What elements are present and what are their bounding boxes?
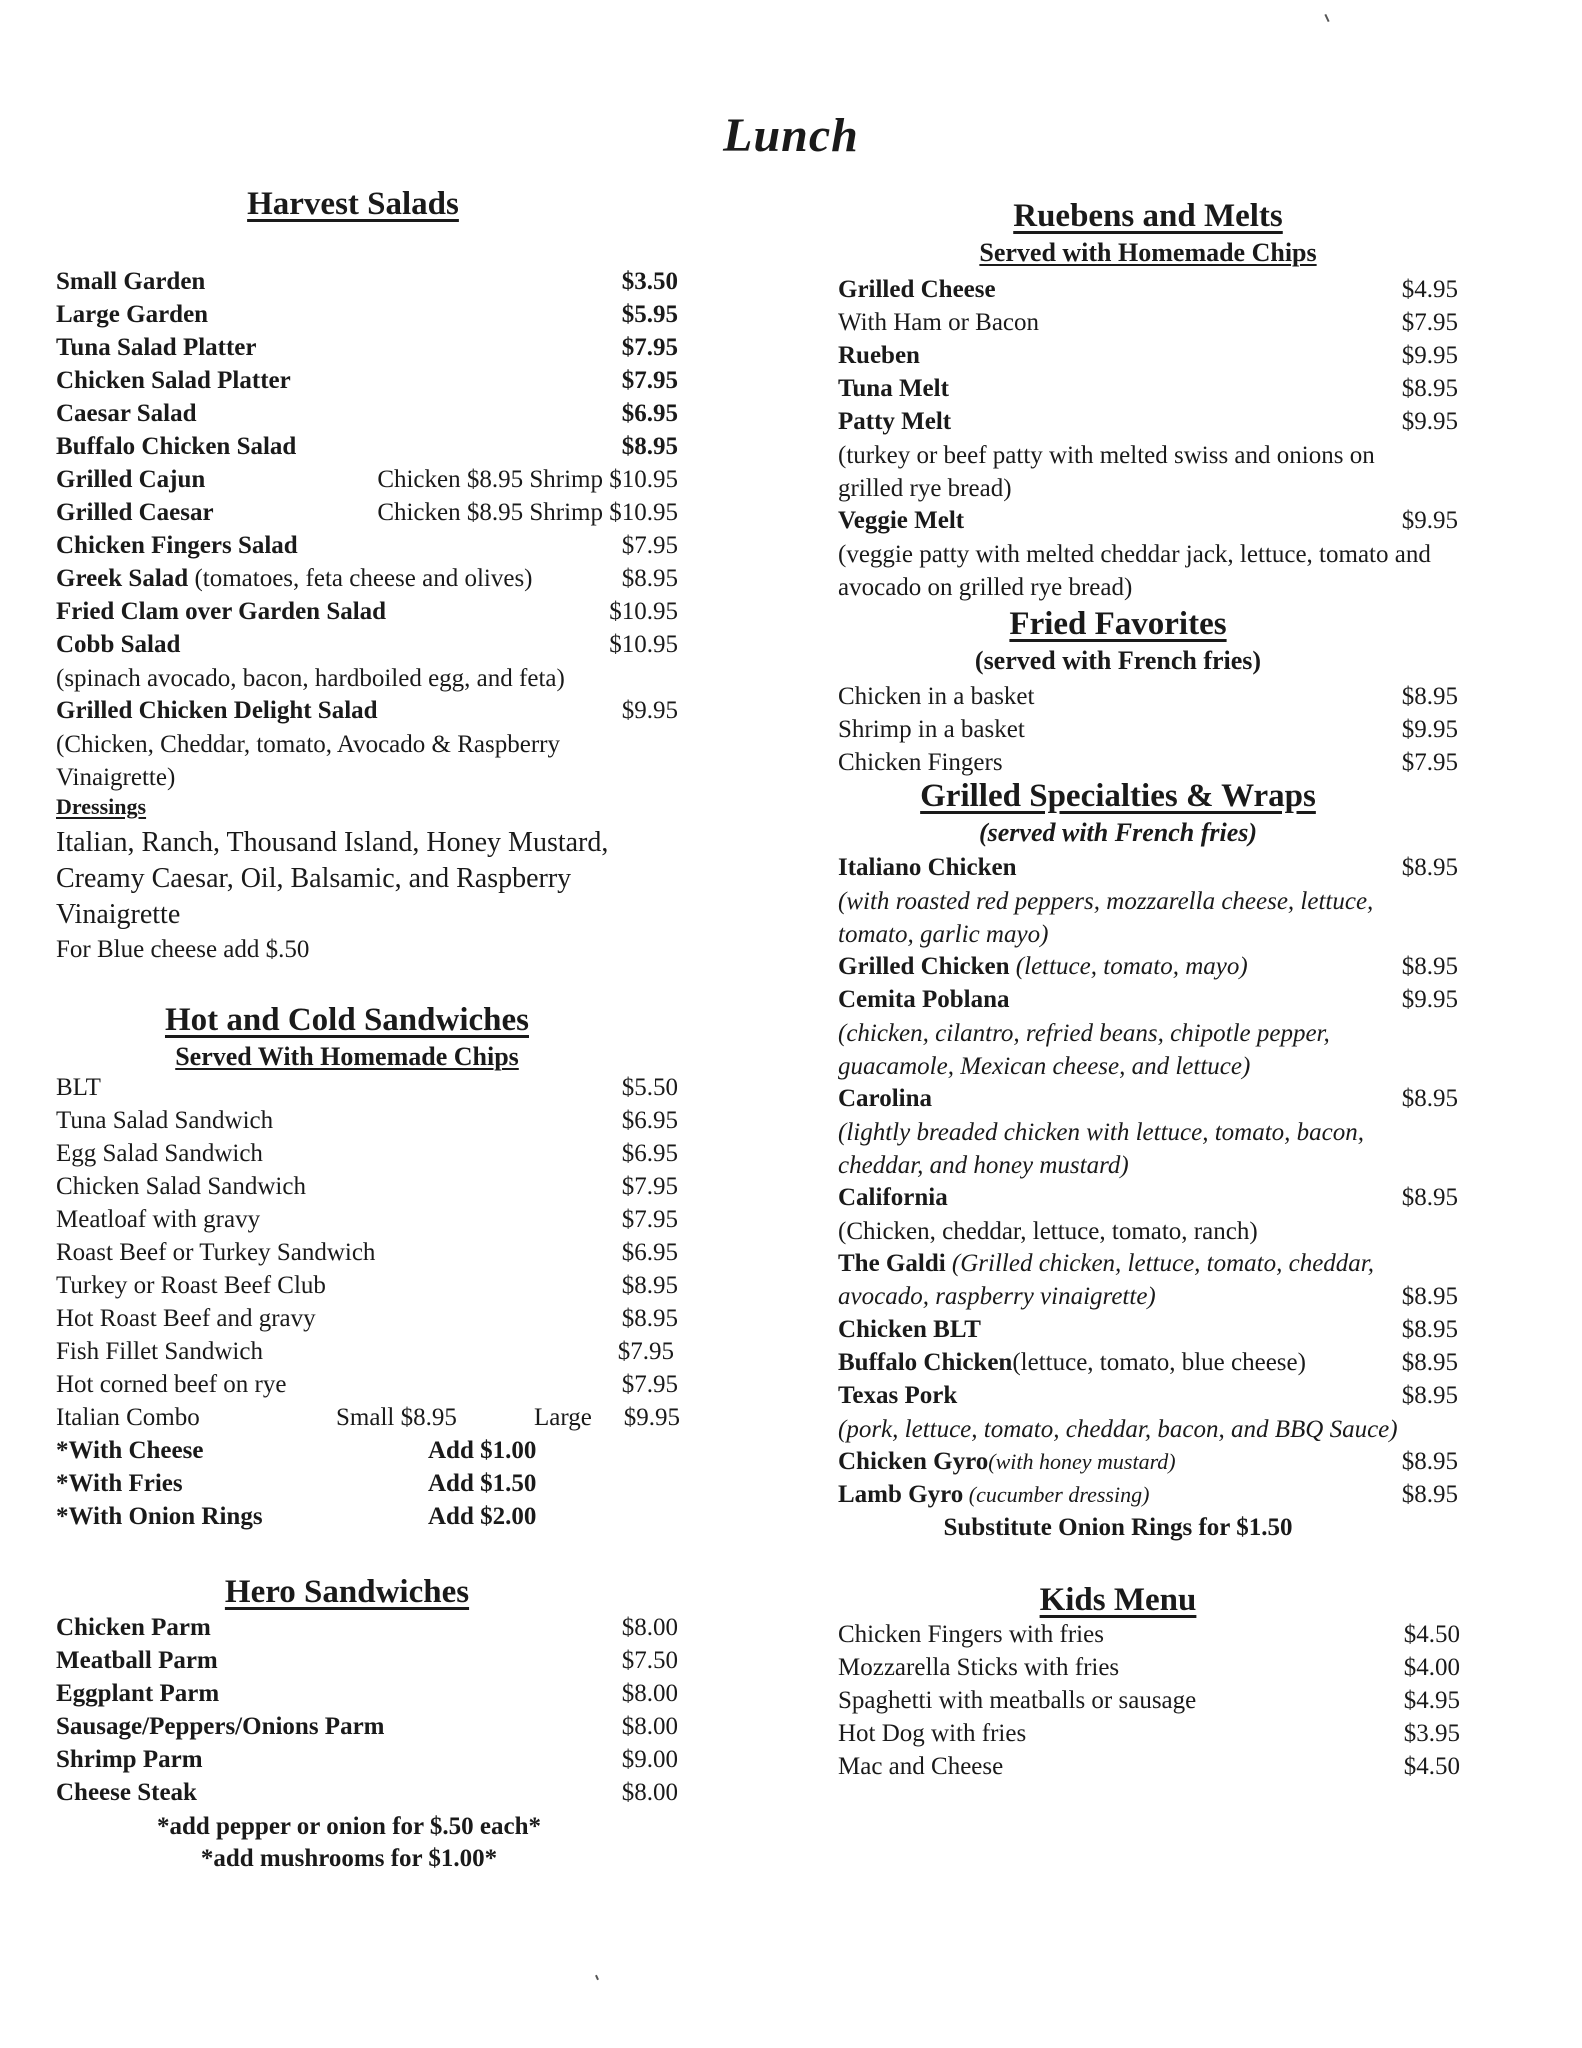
menu-item (56, 1171, 678, 1203)
item-description: (chicken, cilantro, refried beans, chipotle pepper, (838, 1020, 1330, 1047)
item-price: $9.95 (1401, 507, 1458, 534)
item-name: Mozzarella Sticks with fries (838, 1654, 1120, 1681)
item-description: (Chicken, Cheddar, tomato, Avocado & Raspberry (56, 731, 560, 758)
addon-item (56, 1435, 678, 1467)
item-name: Shrimp in a basket (838, 716, 1025, 743)
item-price: $6.95 (621, 400, 678, 427)
item-name: Veggie Melt (838, 507, 965, 534)
item-price: $7.95 (1401, 749, 1458, 776)
item-price: $4.00 (1403, 1654, 1460, 1681)
item-name: Tuna Salad Platter (56, 334, 257, 361)
item-price: $8.00 (621, 1614, 678, 1641)
item-description: avocado, raspberry vinaigrette) (838, 1283, 1156, 1310)
menu-item-galdi (838, 1248, 1458, 1280)
item-price: $8.95 (1401, 375, 1458, 402)
item-description: (with roasted red peppers, mozzarella cheese, lettuce, (838, 888, 1374, 915)
item-price: $8.00 (621, 1680, 678, 1707)
menu-item (56, 299, 678, 331)
item-name: Grilled Chicken (838, 953, 1010, 980)
item-name: Fish Fillet Sandwich (56, 1338, 263, 1365)
menu-item (56, 1072, 678, 1104)
item-name: Chicken Salad Platter (56, 367, 291, 394)
item-price-large: $9.95 (623, 1404, 680, 1431)
item-name: BLT (56, 1074, 101, 1101)
menu-item (838, 1479, 1458, 1511)
item-price: $8.00 (621, 1779, 678, 1806)
menu-item (838, 714, 1458, 746)
item-name: Chicken Fingers (838, 749, 1003, 776)
menu-item (838, 274, 1458, 306)
item-description: cheddar, and honey mustard) (838, 1152, 1129, 1179)
item-description: (lettuce, tomato, blue cheese) (1012, 1349, 1306, 1376)
item-description: (with honey mustard) (988, 1449, 1176, 1474)
item-price: $7.95 (617, 1338, 674, 1365)
item-description: (tomatoes, feta cheese and olives) (188, 565, 533, 592)
item-price: $7.95 (621, 367, 678, 394)
item-price: $8.95 (621, 565, 678, 592)
addon-item (56, 1501, 678, 1533)
item-name: Hot Roast Beef and gravy (56, 1305, 316, 1332)
addon-item (56, 1468, 678, 1500)
item-name: Italiano Chicken (838, 854, 1017, 881)
item-price: $7.50 (621, 1647, 678, 1674)
item-name: Grilled Cajun (56, 466, 206, 493)
menu-item (56, 1138, 678, 1170)
menu-item (838, 1083, 1458, 1115)
menu-item (56, 332, 678, 364)
page-title: Lunch (723, 109, 859, 162)
menu-item (838, 1182, 1458, 1214)
item-price: $9.95 (1401, 986, 1458, 1013)
item-price: $7.95 (621, 532, 678, 559)
addon-price: Add $2.00 (428, 1503, 537, 1530)
dressings-list: Vinaigrette (56, 899, 181, 930)
item-price: $5.50 (621, 1074, 678, 1101)
item-price: $7.95 (621, 334, 678, 361)
item-price: $8.00 (621, 1713, 678, 1740)
menu-item (56, 1777, 678, 1809)
item-name: Carolina (838, 1085, 932, 1112)
item-price-small: Small $8.95 (336, 1404, 457, 1431)
addon-name: *With Fries (56, 1470, 183, 1497)
menu-item (838, 747, 1458, 779)
item-description: (Grilled chicken, lettuce, tomato, cheddar, (945, 1250, 1375, 1277)
section-heading: Hot and Cold Sandwiches (164, 1002, 529, 1038)
item-price-options: Chicken $8.95 Shrimp $10.95 (377, 499, 678, 526)
item-name: Buffalo Chicken (838, 1349, 1013, 1376)
menu-item (838, 951, 1458, 983)
item-description: (Chicken, cheddar, lettuce, tomato, ranch) (838, 1218, 1258, 1245)
menu-item (838, 340, 1458, 372)
left-column (56, 0, 678, 2048)
item-description: Vinaigrette) (56, 764, 176, 791)
item-name: Italian Combo (56, 1404, 200, 1431)
menu-item (56, 398, 678, 430)
item-price: $6.95 (621, 1140, 678, 1167)
right-column (838, 0, 1518, 2048)
item-name: Cheese Steak (56, 1779, 197, 1806)
item-price: $5.95 (621, 301, 678, 328)
item-price: $8.95 (1401, 1448, 1458, 1475)
item-name: Egg Salad Sandwich (56, 1140, 263, 1167)
item-price: $8.95 (1401, 953, 1458, 980)
section-subheading: Served With Homemade Chips (175, 1042, 519, 1071)
menu-item (56, 1303, 678, 1335)
item-price: $8.95 (1401, 1283, 1458, 1310)
menu-item (838, 1347, 1458, 1379)
menu-item (838, 1314, 1458, 1346)
menu-item (838, 681, 1458, 713)
item-name: Buffalo Chicken Salad (56, 433, 297, 460)
hero-note: *add pepper or onion for $.50 each* (156, 1813, 542, 1840)
item-name: Hot corned beef on rye (56, 1371, 287, 1398)
menu-item (56, 1105, 678, 1137)
hero-note: *add mushrooms for $1.00* (200, 1845, 498, 1872)
menu-item (838, 505, 1458, 537)
item-name: Small Garden (56, 268, 206, 295)
menu-item (56, 1237, 678, 1269)
section-subheading: (served with French fries) (974, 646, 1262, 675)
item-price: $3.95 (1403, 1720, 1460, 1747)
item-price: $4.50 (1403, 1753, 1460, 1780)
item-description: grilled rye bread) (838, 475, 1012, 502)
item-price: $9.95 (1401, 716, 1458, 743)
dressings-list: Creamy Caesar, Oil, Balsamic, and Raspberry (56, 863, 572, 894)
item-name: Chicken Fingers Salad (56, 532, 298, 559)
item-description: guacamole, Mexican cheese, and lettuce) (838, 1053, 1251, 1080)
item-price: $6.95 (621, 1107, 678, 1134)
menu-item (838, 406, 1458, 438)
section-heading: Fried Favorites (1009, 606, 1227, 642)
menu-item (56, 629, 678, 661)
section-subheading: (served with French fries) (978, 818, 1258, 847)
item-price: $8.95 (1401, 1184, 1458, 1211)
item-name: Mac and Cheese (838, 1753, 1004, 1780)
item-name: Greek Salad (56, 565, 189, 592)
menu-item (56, 431, 678, 463)
menu-item-italian-combo (56, 1402, 680, 1434)
item-name: Chicken in a basket (838, 683, 1035, 710)
menu-item (56, 1204, 678, 1236)
item-name: Cemita Poblana (838, 986, 1010, 1013)
item-price: $9.95 (621, 697, 678, 724)
item-name: Rueben (838, 342, 920, 369)
menu-item (56, 596, 678, 628)
item-name: Tuna Salad Sandwich (56, 1107, 274, 1134)
menu-item (56, 1744, 678, 1776)
item-name: The Galdi (838, 1250, 946, 1277)
item-price: $7.95 (621, 1173, 678, 1200)
menu-item (838, 1718, 1460, 1750)
item-name: Hot Dog with fries (838, 1720, 1027, 1747)
item-price: $4.95 (1403, 1687, 1460, 1714)
menu-item (56, 1711, 678, 1743)
item-name: Chicken Parm (56, 1614, 211, 1641)
item-price: $7.95 (1401, 309, 1458, 336)
item-name: Grilled Chicken Delight Salad (56, 697, 378, 724)
item-name: Sausage/Peppers/Onions Parm (56, 1713, 385, 1740)
item-name: Meatloaf with gravy (56, 1206, 261, 1233)
menu-item (56, 1336, 674, 1368)
item-description: (lettuce, tomato, mayo) (1009, 953, 1248, 980)
item-name: Grilled Caesar (56, 499, 214, 526)
item-size-large: Large (534, 1404, 592, 1431)
item-name: Large Garden (56, 301, 209, 328)
menu-item (838, 1652, 1460, 1684)
addon-price: Add $1.50 (428, 1470, 537, 1497)
item-description: avocado on grilled rye bread) (838, 574, 1133, 601)
item-price-options: Chicken $8.95 Shrimp $10.95 (377, 466, 678, 493)
item-description: (cucumber dressing) (963, 1482, 1150, 1507)
menu-item (838, 1751, 1460, 1783)
item-description: (turkey or beef patty with melted swiss and onions on (838, 442, 1375, 469)
item-price: $10.95 (609, 631, 678, 658)
item-price: $8.95 (1401, 1349, 1458, 1376)
item-price: $4.95 (1401, 276, 1458, 303)
menu-item (838, 1380, 1458, 1412)
item-price: $8.95 (1401, 1382, 1458, 1409)
item-description: (lightly breaded chicken with lettuce, tomato, bacon, (838, 1119, 1365, 1146)
item-name: Cobb Salad (56, 631, 181, 658)
item-name: With Ham or Bacon (838, 309, 1040, 336)
item-price: $7.95 (621, 1371, 678, 1398)
substitute-note: Substitute Onion Rings for $1.50 (943, 1514, 1293, 1541)
section-subheading: Served with Homemade Chips (979, 238, 1317, 267)
menu-item (56, 266, 678, 298)
addon-name: *With Onion Rings (56, 1503, 263, 1530)
item-name: Chicken Salad Sandwich (56, 1173, 306, 1200)
menu-item (838, 1619, 1460, 1651)
item-price: $7.95 (621, 1206, 678, 1233)
item-price: $8.95 (621, 433, 678, 460)
addon-name: *With Cheese (56, 1437, 204, 1464)
menu-item-grilled-caesar (56, 497, 678, 529)
menu-item (838, 852, 1458, 884)
item-price: $8.95 (1401, 1085, 1458, 1112)
menu-item (56, 365, 678, 397)
item-price: $8.95 (621, 1272, 678, 1299)
item-name: Grilled Cheese (838, 276, 996, 303)
item-name: Chicken Fingers with fries (838, 1621, 1104, 1648)
item-name: Caesar Salad (56, 400, 197, 427)
menu-item (838, 984, 1458, 1016)
item-price: $8.95 (621, 1305, 678, 1332)
item-name: Texas Pork (838, 1382, 958, 1409)
menu-item (56, 1612, 678, 1644)
section-heading: Kids Menu (1039, 1582, 1197, 1618)
item-description: (spinach avocado, bacon, hardboiled egg, and feta) (56, 665, 565, 692)
menu-item (56, 530, 678, 562)
item-description: (pork, lettuce, tomato, cheddar, bacon, and BBQ Sauce) (838, 1416, 1398, 1443)
menu-item (56, 1678, 678, 1710)
item-price: $10.95 (609, 598, 678, 625)
menu-item (56, 1270, 678, 1302)
item-name: Meatball Parm (56, 1647, 218, 1674)
menu-item (838, 1446, 1458, 1478)
menu-item-galdi-cont (838, 1281, 1458, 1313)
item-name: Lamb Gyro (838, 1481, 964, 1508)
item-name: Roast Beef or Turkey Sandwich (56, 1239, 376, 1266)
menu-item (838, 373, 1458, 405)
section-heading: Hero Sandwiches (224, 1574, 470, 1610)
item-price: $8.95 (1401, 854, 1458, 881)
item-name: Spaghetti with meatballs or sausage (838, 1687, 1197, 1714)
item-price: $3.50 (621, 268, 678, 295)
item-price: $9.95 (1401, 342, 1458, 369)
item-price: $8.95 (1401, 1481, 1458, 1508)
blue-cheese-note: For Blue cheese add $.50 (56, 936, 310, 963)
item-price: $6.95 (621, 1239, 678, 1266)
item-name: Tuna Melt (838, 375, 949, 402)
item-price: $8.95 (1401, 683, 1458, 710)
item-name: Shrimp Parm (56, 1746, 203, 1773)
item-price: $9.95 (1401, 408, 1458, 435)
item-price: $4.50 (1403, 1621, 1460, 1648)
item-name: Chicken Gyro (838, 1448, 989, 1475)
item-name: Turkey or Roast Beef Club (56, 1272, 326, 1299)
dressings-list: Italian, Ranch, Thousand Island, Honey Mustard, (56, 827, 609, 858)
section-heading: Grilled Specialties & Wraps (920, 778, 1316, 814)
dressings-heading: Dressings (56, 794, 147, 819)
menu-item (56, 1369, 678, 1401)
menu-item (838, 1685, 1460, 1717)
menu-item (838, 307, 1458, 339)
menu-item-greek-salad (56, 563, 678, 595)
item-price: $9.00 (621, 1746, 678, 1773)
menu-item-grilled-cajun (56, 464, 678, 496)
item-name: Patty Melt (838, 408, 952, 435)
menu-item (56, 695, 678, 727)
item-name: Eggplant Parm (56, 1680, 220, 1707)
addon-price: Add $1.00 (428, 1437, 537, 1464)
menu-item (56, 1645, 678, 1677)
section-heading: Ruebens and Melts (1013, 198, 1283, 234)
item-description: (veggie patty with melted cheddar jack, lettuce, tomato and (838, 541, 1431, 568)
item-name: Fried Clam over Garden Salad (56, 598, 387, 625)
item-name: California (838, 1184, 948, 1211)
section-heading: Harvest Salads (247, 186, 459, 222)
item-description: tomato, garlic mayo) (838, 921, 1049, 948)
item-price: $8.95 (1401, 1316, 1458, 1343)
item-name: Chicken BLT (838, 1316, 981, 1343)
